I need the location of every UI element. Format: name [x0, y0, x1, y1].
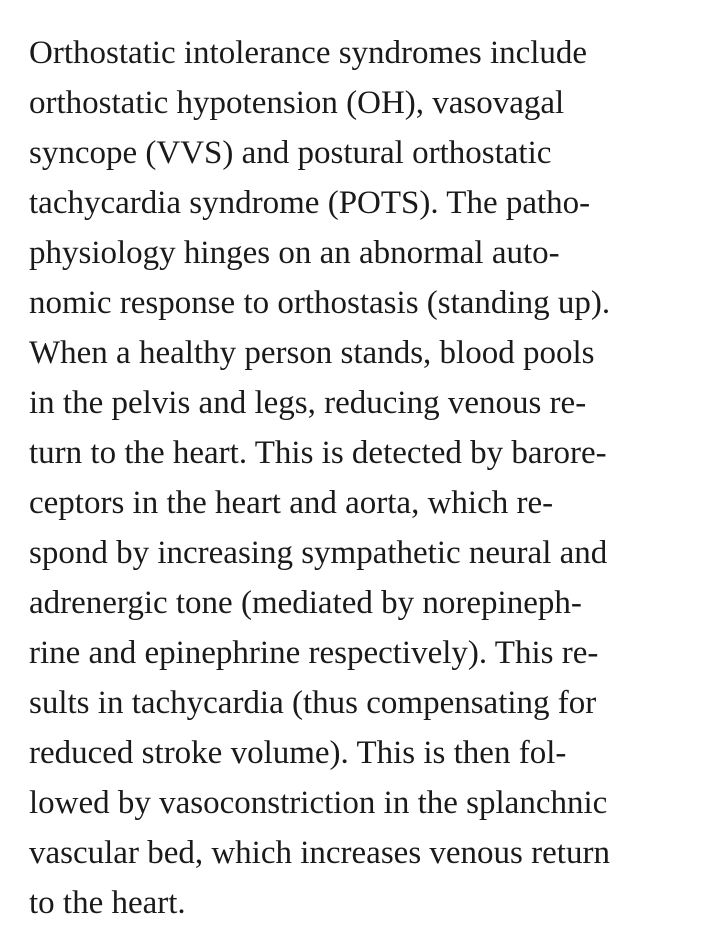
text-line: vascular bed, which increases venous return: [29, 835, 610, 871]
text-line: spond by increasing sympathetic neural and: [29, 535, 608, 571]
text-line: adrenergic tone (mediated by norepineph-: [29, 585, 582, 621]
text-line: ceptors in the heart and aorta, which re-: [29, 485, 554, 521]
text-line: to the heart.: [29, 885, 186, 921]
text-line: syncope (VVS) and postural orthostatic: [29, 135, 552, 171]
text-line: in the pelvis and legs, reducing venous re-: [29, 385, 587, 421]
text-line: physiology hinges on an abnormal auto-: [29, 235, 560, 271]
text-line: turn to the heart. This is detected by barore-: [29, 435, 607, 471]
text-line: orthostatic hypotension (OH), vasovagal: [29, 85, 565, 121]
text-line: When a healthy person stands, blood pools: [29, 335, 595, 371]
text-line: tachycardia syndrome (POTS). The patho-: [29, 185, 591, 221]
text-line: lowed by vasoconstriction in the splanchnic: [29, 785, 608, 821]
text-line: nomic response to orthostasis (standing up).: [29, 285, 611, 321]
text-line: reduced stroke volume). This is then fol-: [29, 735, 567, 771]
text-line: rine and epinephrine respectively). This re-: [29, 635, 599, 671]
text-line: Orthostatic intolerance syndromes include: [29, 35, 588, 71]
text-line: sults in tachycardia (thus compensating for: [29, 685, 597, 721]
body-paragraph: [29, 28, 720, 928]
